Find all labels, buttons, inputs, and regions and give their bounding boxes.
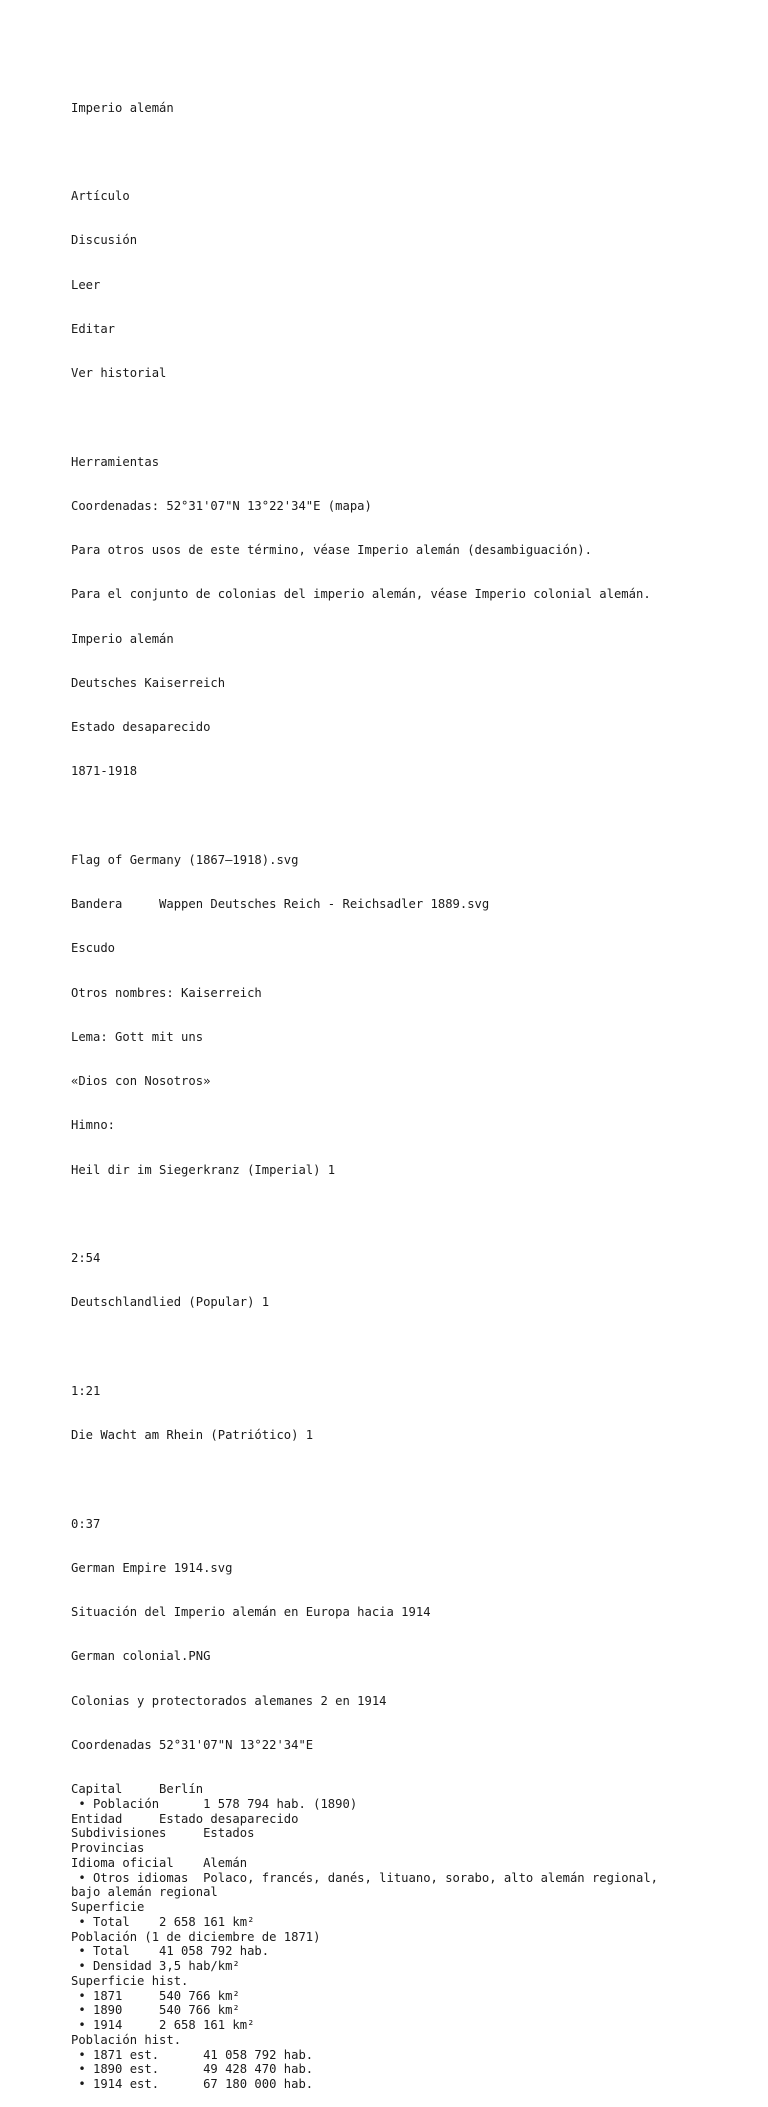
anthem-name[interactable]: Deutschlandlied (Popular) 1 — [71, 1295, 270, 1310]
map-file-link[interactable]: German Empire 1914.svg — [71, 1560, 233, 1575]
tab-history[interactable]: Ver historial — [71, 366, 167, 380]
infobox-years: 1871-1918 — [71, 764, 138, 779]
coat-label: Escudo — [71, 941, 116, 956]
page-title: Imperio alemán — [71, 100, 174, 115]
spacer — [71, 1340, 751, 1355]
infobox-row: Capital Berlín — [71, 1782, 204, 1796]
infobox-native-name: Deutsches Kaiserreich — [71, 675, 226, 690]
infobox-row: • Densidad 3,5 hab/km² — [71, 1959, 240, 1973]
tab-article[interactable]: Artículo — [71, 189, 130, 203]
hatnote-disambiguation: Para otros usos de este término, véase Imperio alemán (desambiguación). — [71, 543, 592, 557]
colonial-caption: Colonias y protectorados alemanes 2 en 1914 — [71, 1693, 387, 1708]
infobox-row: Población hist. — [71, 2032, 182, 2047]
infobox-row: Población (1 de diciembre de 1871) — [71, 1929, 321, 1944]
spacer — [71, 145, 751, 160]
anthem-name[interactable]: Heil dir im Siegerkranz (Imperial) 1 — [71, 1162, 336, 1177]
infobox-row: bajo alemán regional — [71, 1885, 218, 1900]
motto-translation: «Dios con Nosotros» — [71, 1074, 211, 1088]
flag-file-link[interactable]: Flag of Germany (1867–1918).svg — [71, 852, 299, 867]
infobox-row: • 1871 540 766 km² — [71, 1988, 240, 2003]
anthem-name[interactable]: Die Wacht am Rhein (Patriótico) 1 — [71, 1428, 314, 1442]
infobox-row: • Otros idiomas Polaco, francés, danés, lituano, sorabo, alto alemán regional, — [71, 1870, 658, 1885]
infobox-name: Imperio alemán — [71, 631, 174, 646]
document-text — [71, 71, 751, 2107]
infobox-row: • Total 41 058 792 hab. — [71, 1944, 270, 1959]
anthem-duration: 1:21 — [71, 1383, 101, 1398]
infobox-row: • 1890 est. 49 428 470 hab. — [71, 2062, 314, 2077]
infobox-row: • 1871 est. 41 058 792 hab. — [71, 2047, 314, 2062]
spacer — [71, 410, 751, 425]
anthem-duration: 2:54 — [71, 1251, 101, 1265]
infobox-type: Estado desaparecido — [71, 720, 211, 734]
motto: Lema: Gott mit uns — [71, 1029, 204, 1044]
infobox-row: Provincias — [71, 1841, 145, 1855]
spacer — [71, 1472, 751, 1487]
infobox-row: Subdivisiones Estados — [71, 1826, 255, 1841]
other-names: Otros nombres: Kaiserreich — [71, 985, 262, 1000]
tab-edit[interactable]: Editar — [71, 321, 116, 336]
anthem-duration: 0:37 — [71, 1516, 101, 1531]
infobox-row: Entidad Estado desaparecido — [71, 1811, 299, 1826]
spacer — [71, 1207, 751, 1222]
infobox-row: • 1890 540 766 km² — [71, 2003, 240, 2018]
tab-discussion[interactable]: Discusión — [71, 233, 138, 248]
map-caption: Situación del Imperio alemán en Europa hacia 1914 — [71, 1605, 431, 1619]
infobox-row: • Población 1 578 794 hab. (1890) — [71, 1796, 358, 1811]
infobox-row: Idioma oficial Alemán — [71, 1855, 248, 1870]
infobox-row: • Total 2 658 161 km² — [71, 1914, 255, 1929]
colonial-file-link[interactable]: German colonial.PNG — [71, 1649, 211, 1664]
tools-menu[interactable]: Herramientas — [71, 454, 160, 469]
infobox-row: Superficie — [71, 1900, 145, 1914]
infobox-row: • 1914 est. 67 180 000 hab. — [71, 2077, 314, 2091]
tab-read[interactable]: Leer — [71, 277, 101, 292]
spacer — [71, 809, 751, 824]
coordinates-line: Coordenadas: 52°31'07"N 13°22'34"E (mapa) — [71, 498, 372, 513]
infobox-coordinates: Coordenadas 52°31'07"N 13°22'34"E — [71, 1737, 314, 1752]
anthem-label: Himno: — [71, 1118, 116, 1133]
infobox-row: Superficie hist. — [71, 1973, 189, 1988]
infobox-row: • 1914 2 658 161 km² — [71, 2018, 255, 2032]
hatnote-colonial: Para el conjunto de colonias del imperio alemán, véase Imperio colonial alemán. — [71, 587, 651, 602]
flag-coat-line: Bandera Wappen Deutsches Reich - Reichsadler 1889.svg — [71, 897, 490, 911]
infobox-rows — [71, 1782, 751, 2092]
